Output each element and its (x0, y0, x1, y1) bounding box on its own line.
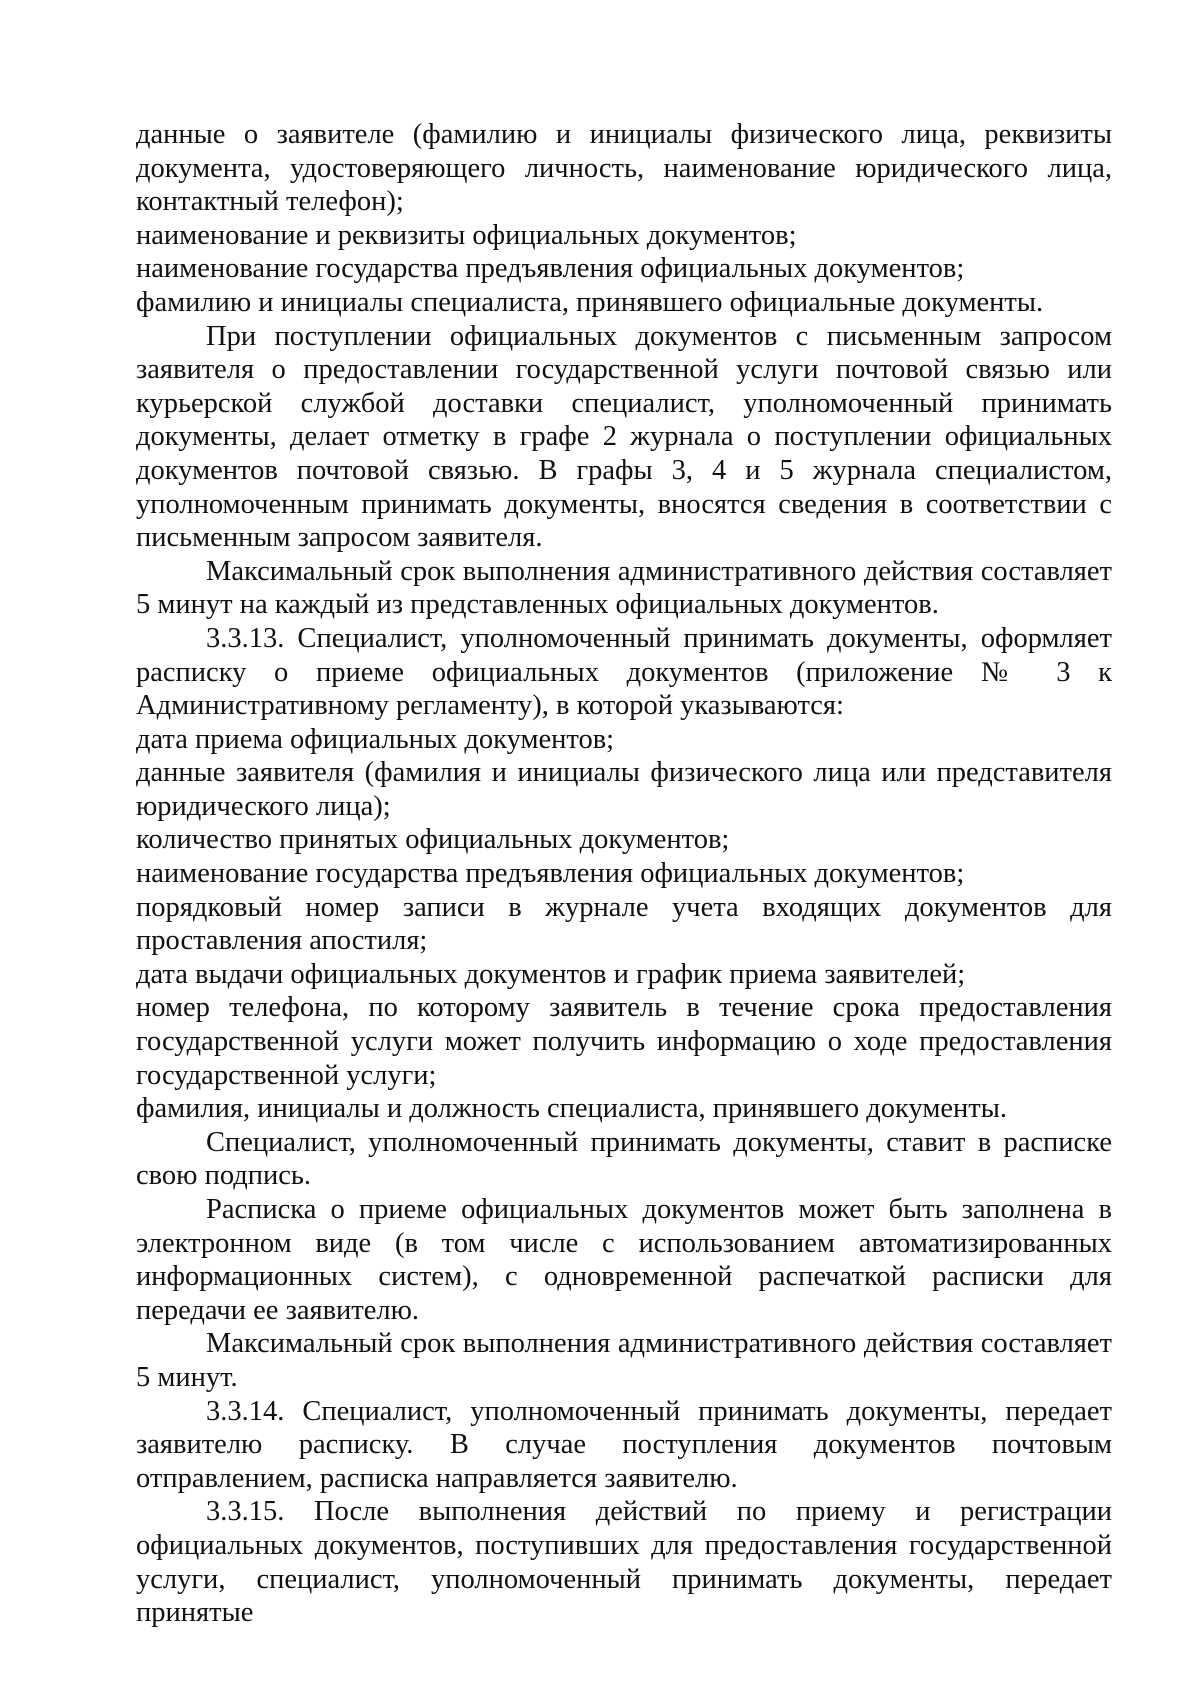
paragraph-document-details: наименование и реквизиты официальных документов; (136, 219, 797, 251)
paragraph-receipt-date: дата приема официальных документов; (136, 723, 615, 755)
paragraph-phone-number: номер телефона, по которому заявитель в течение срока предоставления государственной услуги может получить информацию о ходе предоставления государственной услуги; (136, 992, 1112, 1091)
paragraph-applicant-data: данные о заявителе (фамилию и инициалы физического лица, реквизиты документа, удостоверяющего личность, наименование юридического лица, контактный телефон); (136, 119, 1112, 218)
paragraph-documents-count: количество принятых официальных документов; (136, 824, 730, 856)
paragraph-electronic-receipt: Расписка о приеме официальных документов может быть заполнена в электронном виде (в том числе с использованием автоматизированных информационных систем), с одновременной распечаткой расписки для передачи ее заявителю. (136, 1194, 1112, 1326)
paragraph-max-time-per-document: Максимальный срок выполнения административного действия составляет 5 минут на каждый из представленных официальных документов. (136, 555, 1112, 621)
paragraph-max-time: Максимальный срок выполнения административного действия составляет 5 минут. (136, 1328, 1112, 1393)
paragraph-state-of-presentation: наименование государства предъявления официальных документов; (136, 253, 965, 285)
paragraph-postal-receipt: При поступлении официальных документов с письменным запросом заявителя о предоставлении государственной услуги почтовой связью или курьерской службой доставки специалист, уполномоченный принимать документы, делает отметку в графе 2 журнала о поступлении официальных документов почтовой связью. В графы 3, 4 и 5 журнала специалистом, уполномоченным принимать документы, вносятся сведения в соответствии с письменным запросом заявителя. (136, 320, 1112, 554)
paragraph-3-3-13: 3.3.13. Специалист, уполномоченный принимать документы, оформляет расписку о приеме официальных документов (приложение № 3 к Административному регламенту), в которой указываются: (136, 622, 1112, 722)
paragraph-specialist-name: фамилию и инициалы специалиста, принявшего официальные документы. (136, 286, 1044, 318)
paragraph-3-3-14: 3.3.14. Специалист, уполномоченный принимать документы, передает заявителю расписку. В случае поступления документов почтовым отправлением, расписка направляется заявителю. (136, 1395, 1112, 1494)
paragraph-journal-number: порядковый номер записи в журнале учета входящих документов для проставления апостиля; (136, 891, 1112, 957)
paragraph-applicant-info: данные заявителя (фамилия и инициалы физического лица или представителя юридического лица); (136, 757, 1112, 822)
paragraph-issue-date: дата выдачи официальных документов и график приема заявителей; (136, 958, 966, 990)
paragraph-state-name: наименование государства предъявления официальных документов; (136, 858, 965, 890)
paragraph-specialist-position: фамилия, инициалы и должность специалиста, принявшего документы. (136, 1093, 1008, 1125)
paragraph-signature: Специалист, уполномоченный принимать документы, ставит в расписке свою подпись. (136, 1126, 1112, 1192)
paragraph-3-3-15: 3.3.15. После выполнения действий по приему и регистрации официальных документов, поступивших для предоставления государственной услуги, специалист, уполномоченный принимать документы, передает принятые (136, 1496, 1112, 1629)
document-body (136, 118, 1112, 1630)
